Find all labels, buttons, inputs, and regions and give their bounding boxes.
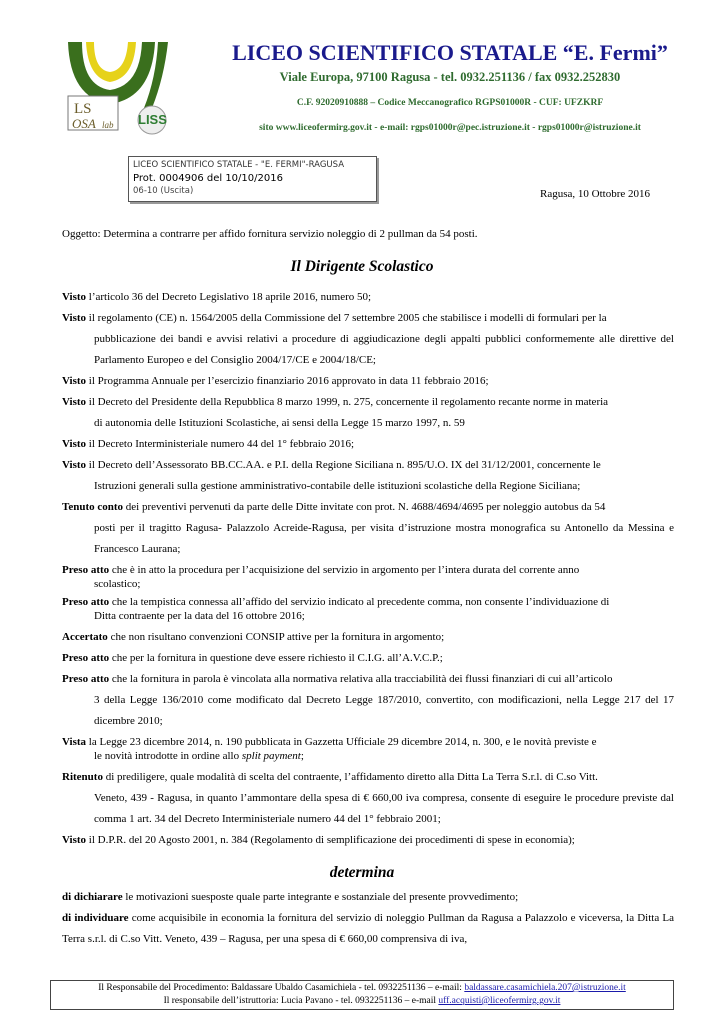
protocol-type: 06-10 (Uscita): [133, 186, 194, 196]
protocol-line1: LICEO SCIENTIFICO STATALE - "E. FERMI"-RAGUSA: [133, 160, 345, 170]
paragraph-continuation: [62, 577, 674, 591]
paragraph-text: dei preventivi pervenuti da parte delle Ditte invitate con prot. N. 4688/4694/4695 per noleggio autobus da 54: [123, 501, 606, 513]
paragraph: [62, 371, 674, 392]
school-address: Viale Europa, 97100 Ragusa - tel. 0932.251136 / fax 0932.252830: [279, 70, 621, 84]
subject-line: Oggetto: Determina a contrarre per affido fornitura servizio noleggio di 2 pullman da 54 posti.: [62, 228, 478, 240]
paragraph-lead: Visto: [62, 834, 87, 846]
logo-text-lab: lab: [102, 120, 114, 130]
paragraph-lead: Visto: [62, 438, 87, 450]
footer-email-link-1[interactable]: baldassare.casamichiela.207@istruzione.it: [464, 983, 626, 993]
paragraph-lead: Preso atto: [62, 564, 110, 576]
paragraph: [62, 830, 674, 851]
paragraph-text: il D.P.R. del 20 Agosto 2001, n. 384 (Regolamento di semplificazione dei procedimenti di spese in economia);: [86, 834, 575, 846]
continuation-text: Ditta contraente per la data del 16 ottobre 2016;: [94, 610, 305, 622]
paragraph: [62, 887, 674, 908]
paragraph-lead: Tenuto conto: [62, 501, 124, 513]
paragraph-text: di prediligere, quale modalità di scelta del contraente, l’affidamento diretto alla Ditta La Terra S.r.l. di C.so Vitt.: [102, 771, 598, 783]
paragraph-text: come acquisibile in economia la fornitura del servizio di noleggio Pullman da Ragusa a Palazzolo e viceversa, la Ditta La Terra s.r.l. di C.so Vitt. Veneto, 439 – Ragusa, per una spesa di € 660,00 comprensiva di iva,: [62, 912, 674, 945]
footer-line1: [51, 982, 673, 995]
continuation-end: ;: [300, 750, 304, 762]
paragraph-lead: Visto: [62, 375, 87, 387]
paragraph-lead: Visto: [62, 291, 87, 303]
paragraph-continuation: [62, 329, 674, 371]
document-date: Ragusa, 10 Ottobre 2016: [540, 188, 650, 200]
paragraph-text: le motivazioni suesposte quale parte integrante e sostanziale del presente provvedimento;: [122, 891, 519, 903]
document-body: [62, 287, 674, 851]
paragraph-lead: Visto: [62, 459, 87, 471]
paragraph: [62, 627, 674, 648]
paragraph-lead: Visto: [62, 396, 87, 408]
logo-text-liss: LISS: [138, 112, 167, 127]
paragraph-continuation: [62, 518, 674, 560]
continuation-text: 3 della Legge 136/2010 come modificato dal Decreto Legge 187/2010, convertito, con modificazioni, nella Legge 217 del 17 dicembre 2010;: [94, 694, 674, 727]
paragraph-lead: Preso atto: [62, 596, 110, 608]
paragraph-text: il regolamento (CE) n. 1564/2005 della Commissione del 7 settembre 2005 che stabilisce i modelli di formulari per la: [86, 312, 607, 324]
continuation-text: di autonomia delle Istituzioni Scolastiche, ai sensi della Legge 15 marzo 1997, n. 59: [94, 417, 465, 429]
paragraph-lead: di individuare: [62, 912, 129, 924]
paragraph-text: che per la fornitura in questione deve essere richiesto il C.I.G. all’A.V.C.P.;: [109, 652, 443, 664]
logo-text-ls: LS: [74, 101, 92, 117]
paragraph-text: il Decreto del Presidente della Repubblica 8 marzo 1999, n. 275, concernente il regolamento recante norme in materia: [86, 396, 609, 408]
paragraph-lead: Preso atto: [62, 673, 110, 685]
protocol-number: Prot. 0004906 del 10/10/2016: [133, 173, 283, 184]
paragraph-lead: Accertato: [62, 631, 108, 643]
paragraph-text: il Decreto dell’Assessorato BB.CC.AA. e P.I. della Regione Siciliana n. 895/U.O. IX del 31/12/2001, concernente le: [86, 459, 601, 471]
school-name: LICEO SCIENTIFICO STATALE “E. Fermi”: [232, 40, 668, 65]
paragraph-lead: Vista: [62, 736, 87, 748]
paragraph: [62, 287, 674, 308]
paragraph: [62, 595, 674, 609]
paragraph-text: che la tempistica connessa all’affido del servizio indicato al precedente comma, non consente l’individuazione di: [109, 596, 610, 608]
determina-body: [62, 887, 674, 950]
paragraph-text: la Legge 23 dicembre 2014, n. 190 pubblicata in Gazzetta Ufficiale 29 dicembre 2014, n. 300, e le novità previste e: [86, 736, 597, 748]
paragraph-text: il Decreto Interministeriale numero 44 del 1° febbraio 2016;: [86, 438, 355, 450]
paragraph-continuation: [62, 749, 674, 763]
protocol-stamp: [128, 156, 377, 202]
school-codes: C.F. 92020910888 – Codice Meccanografico RGPS01000R - CUF: UFZKRF: [296, 98, 604, 108]
paragraph: [62, 908, 674, 950]
paragraph: [62, 563, 674, 577]
continuation-text: Veneto, 439 - Ragusa, in quanto l’ammontare della spesa di € 660,00 iva compresa, consente di eseguire le procedure previste dal comma 1 art. 34 del Decreto Interministeriale numero 44 del 1° febbraio 2001;: [94, 792, 674, 825]
school-logo: [60, 38, 200, 140]
paragraph: [62, 392, 674, 413]
paragraph: [62, 669, 674, 690]
continuation-text: pubblicazione dei bandi e avvisi relativi a procedure di aggiudicazione degli appalti pubblici conformemente alle direttive del Parlamento Europeo e del Consiglio 2004/17/CE e 2004/18/CE;: [94, 333, 674, 366]
paragraph: [62, 767, 674, 788]
paragraph-continuation: [62, 690, 674, 732]
paragraph: [62, 455, 674, 476]
paragraph: [62, 308, 674, 329]
paragraph-continuation: [62, 476, 674, 497]
paragraph: [62, 648, 674, 669]
paragraph-text: che la fornitura in parola è vincolata alla normativa relativa alla tracciabilità dei flussi finanziari di cui all’articolo: [109, 673, 613, 685]
paragraph-lead: di dichiarare: [62, 891, 123, 903]
paragraph-continuation: [62, 609, 674, 623]
paragraph-text: che non risultano convenzioni CONSIP attive per la fornitura in argomento;: [107, 631, 445, 643]
continuation-text: scolastico;: [94, 578, 141, 590]
paragraph-lead: Preso atto: [62, 652, 110, 664]
heading-dirigente: Il Dirigente Scolastico: [290, 258, 434, 275]
paragraph: [62, 497, 674, 518]
paragraph-lead: Ritenuto: [62, 771, 103, 783]
paragraph-text: il Programma Annuale per l’esercizio finanziario 2016 approvato in data 11 febbraio 2016;: [86, 375, 489, 387]
continuation-text: le novità introdotte in ordine allo: [94, 750, 242, 762]
school-site: sito www.liceofermirg.gov.it - e-mail: rgps01000r@pec.istruzione.it - rgps01000r@istruzione.it: [259, 123, 641, 133]
logo-text-osa: OSA: [72, 116, 96, 131]
paragraph-lead: Visto: [62, 312, 87, 324]
paragraph-text: che è in atto la procedura per l’acquisizione del servizio in argomento per l’intera durata del corrente anno: [109, 564, 580, 576]
paragraph-continuation: [62, 788, 674, 830]
paragraph: [62, 434, 674, 455]
continuation-text: Istruzioni generali sulla gestione amministrativo-contabile delle istituzioni scolastiche della Regione Siciliana;: [94, 480, 581, 492]
paragraph-continuation: [62, 413, 674, 434]
paragraph: [62, 735, 674, 749]
footer-box: [50, 980, 674, 1010]
footer-email-link-2[interactable]: uff.acquisti@liceofermirg.gov.it: [438, 996, 561, 1006]
footer-line2: [51, 995, 673, 1008]
continuation-text: posti per il tragitto Ragusa- Palazzolo Acreide-Ragusa, per visita d’istruzione mostra monografica su Antonello da Messina e Francesco Laurana;: [94, 522, 674, 555]
heading-determina: determina: [329, 864, 395, 881]
paragraph-text: l’articolo 36 del Decreto Legislativo 18 aprile 2016, numero 50;: [86, 291, 372, 303]
continuation-italic: split payment: [241, 750, 301, 762]
footer-line2-text: Il responsabile dell’istruttoria: Lucia Pavano - tel. 0932251136 – e-mail: [163, 996, 439, 1006]
footer-line1-text: Il Responsabile del Procedimento: Baldassare Ubaldo Casamichiela - tel. 0932251136 – e-mail:: [98, 983, 465, 993]
